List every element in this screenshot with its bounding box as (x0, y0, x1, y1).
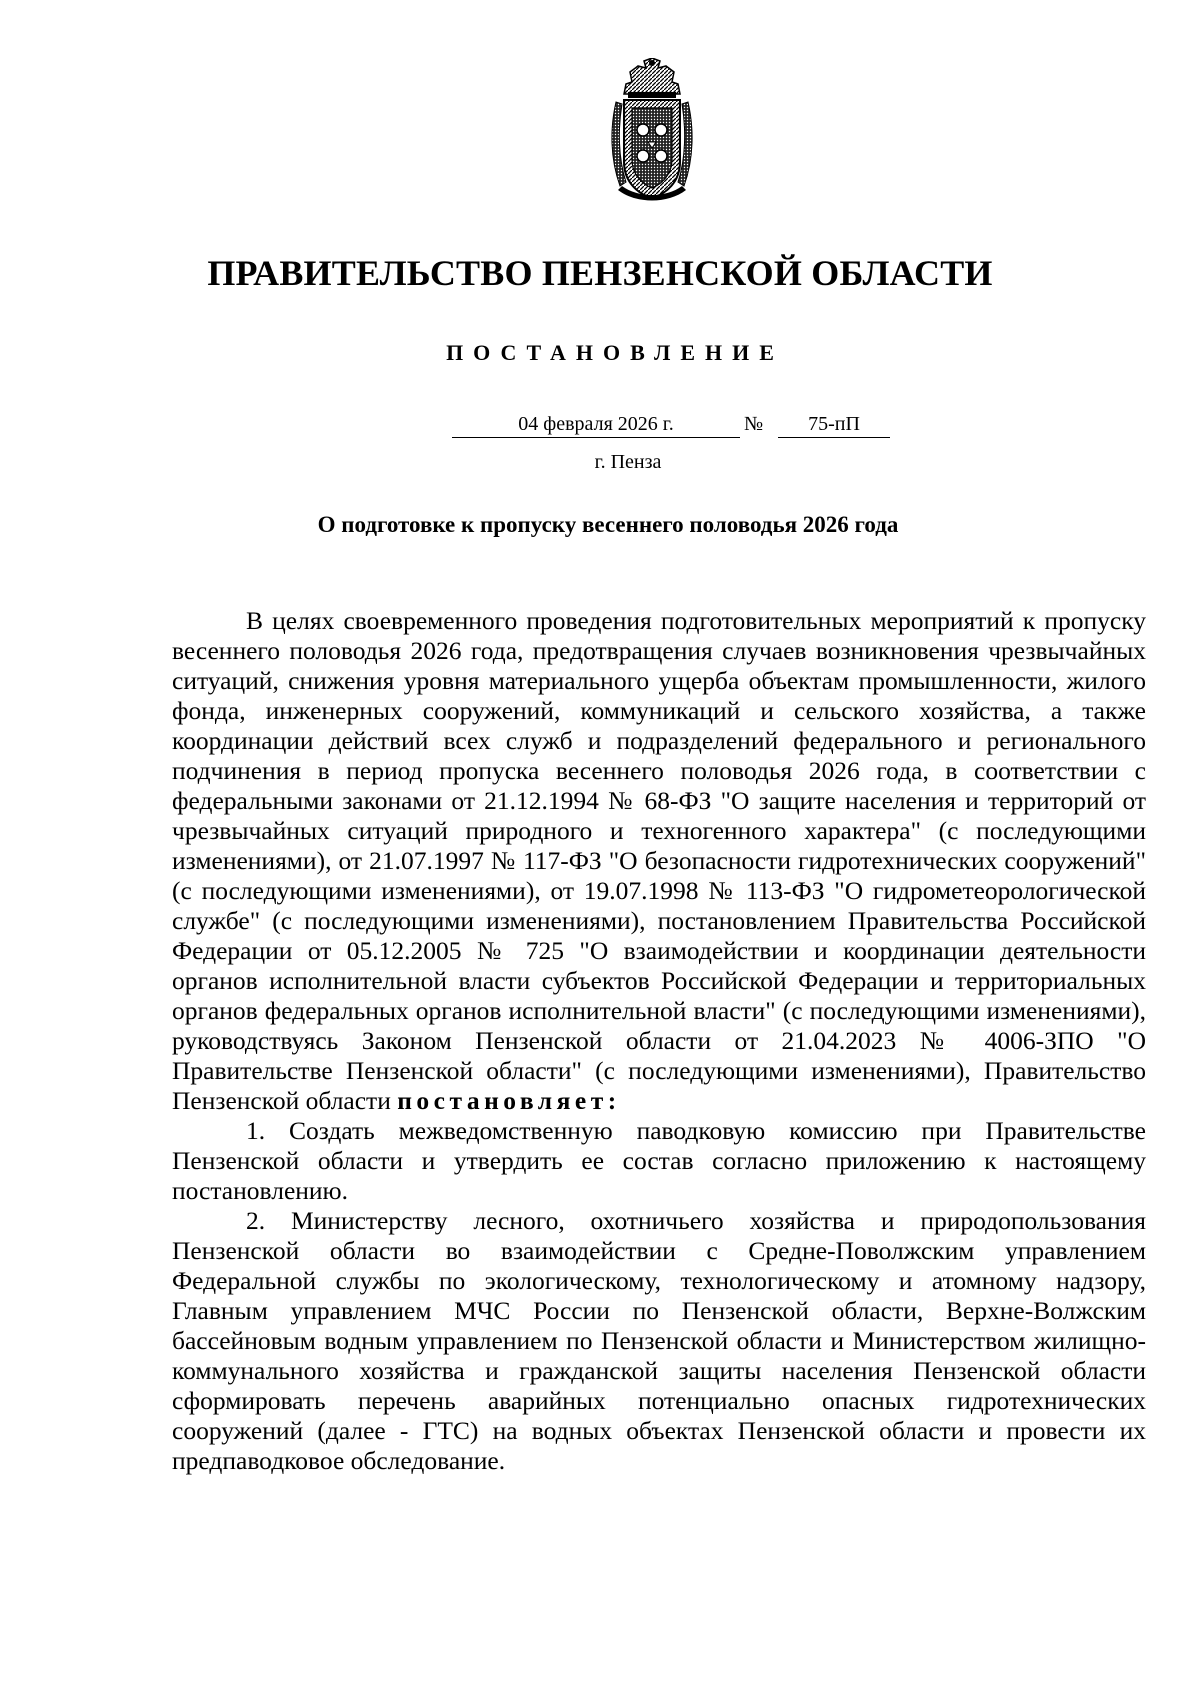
coat-of-arms-icon (608, 58, 696, 204)
document-subject: О подготовке к пропуску весеннего половодья 2026 года (317, 512, 899, 537)
government-title: ПРАВИТЕЛЬСТВО ПЕНЗЕНСКОЙ ОБЛАСТИ (207, 253, 993, 293)
coat-of-arms-emblem (608, 58, 696, 204)
preamble-text: В целях своевременного проведения подготовительных мероприятий к пропуску весеннего половодья 2026 года, предотвращения случаев возникновения чрезвычайных ситуаций, снижения уровня материального ущерба объектам промышленности, жилого фонда, инженерных сооружений, коммуникаций и сельского хозяйства, а также координации действий всех служб и подразделений федерального и регионального подчинения в период пропуска весеннего половодья 2026 года, в соответствии с федеральными законами от 21.12.1994 № 68-ФЗ "О защите населения и территорий от чрезвычайных ситуаций природного и техногенного характера" (с последующими изменениями), от 21.07.1997 № 117-ФЗ "О безопасности гидротехнических сооружений" (с последующими изменениями), от 19.07.1998 № 113-ФЗ "О гидрометеорологической службе" (с последующими изменениями), постановлением Правительства Российской Федерации от 05.12.2005 № 725 "О взаимодействии и координации деятельности органов исполнительной власти субъектов Российской Федерации и территориальных органов федеральных органов исполнительной власти" (с последующими изменениями), руководствуясь Законом Пензенской области от 21.04.2023 № 4006-ЗПО "О Правительстве Пензенской области" (с последующими изменениями), Правительство Пензенской области (172, 606, 1146, 1115)
document-body (172, 606, 1146, 1476)
number-sign: № (744, 413, 764, 435)
item-2-paragraph: 2. Министерству лесного, охотничьего хозяйства и природопользования Пензенской области во взаимодействии с Средне-Поволжским управлением Федеральной службы по экологическому, технологическому и атомному надзору, Главным управлением МЧС России по Пензенской области, Верхне-Волжским бассейновым водным управлением по Пензенской области и Министерством жилищно-коммунального хозяйства и гражданской защиты населения Пензенской области сформировать перечень аварийных потенциально опасных гидротехнических сооружений (далее - ГТС) на водных объектах Пензенской области и провести их предпаводковое обследование. (172, 1206, 1146, 1475)
document-type-heading: ПОСТАНОВЛЕНИЕ (446, 340, 784, 365)
document-city: г. Пенза (594, 451, 662, 473)
document-date: 04 февраля 2026 г. (452, 411, 740, 438)
resolves-word: постановляет: (397, 1086, 621, 1115)
item-1-paragraph: 1. Создать межведомственную паводковую комиссию при Правительстве Пензенской области и утвердить ее состав согласно приложению к настоящему постановлению. (172, 1116, 1146, 1205)
document-number: 75-пП (778, 411, 890, 438)
preamble-paragraph (172, 606, 1146, 1116)
